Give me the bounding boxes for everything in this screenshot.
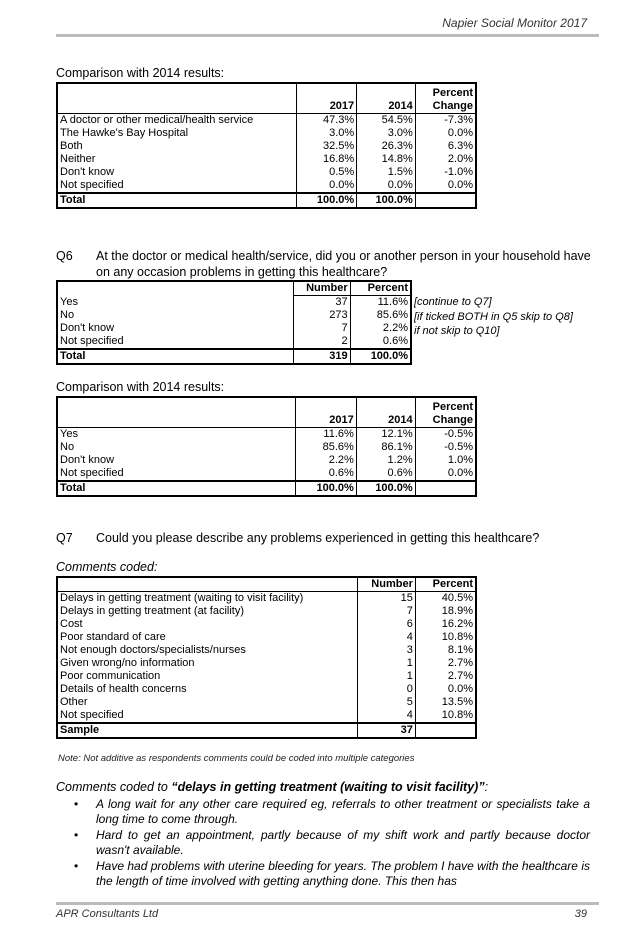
header-blank <box>57 397 295 427</box>
header-percent-change: Percent Change <box>415 83 476 113</box>
header-2014: 2014 <box>356 397 415 427</box>
table-row <box>57 309 411 322</box>
total-percent: 100.0% <box>350 349 411 364</box>
row-label: Not specified <box>57 179 296 193</box>
row-change: 0.0% <box>415 179 476 193</box>
header-divider <box>56 34 599 37</box>
row-percent: 18.9% <box>415 605 476 618</box>
table-row <box>57 322 411 335</box>
row-label: A doctor or other medical/health service <box>57 113 296 127</box>
table-row <box>57 113 476 127</box>
row-2014: 1.2% <box>356 454 415 467</box>
table-row <box>57 127 476 140</box>
row-percent: 40.5% <box>415 592 476 606</box>
row-2017: 0.6% <box>295 467 356 481</box>
row-number: 3 <box>358 644 416 657</box>
comment-item <box>56 828 590 858</box>
table-row <box>57 296 411 310</box>
row-percent: 2.7% <box>415 657 476 670</box>
header-2017: 2017 <box>295 397 356 427</box>
row-label: Details of health concerns <box>57 683 358 696</box>
row-2014: 1.5% <box>357 166 416 179</box>
header-percent: Percent <box>350 281 411 296</box>
table-row <box>57 467 476 481</box>
row-change: -7.3% <box>415 113 476 127</box>
row-label: Given wrong/no information <box>57 657 358 670</box>
row-number: 6 <box>358 618 416 631</box>
total-change-blank <box>415 193 476 208</box>
comment-item <box>56 859 590 889</box>
row-percent: 85.6% <box>350 309 411 322</box>
row-label: Poor standard of care <box>57 631 358 644</box>
row-percent: 10.8% <box>415 631 476 644</box>
row-label: No <box>57 309 293 322</box>
table-row <box>57 709 476 723</box>
table-row <box>57 179 476 193</box>
row-change: 1.0% <box>415 454 476 467</box>
comments-intro: Comments coded to “delays in getting treatment (waiting to visit facility)”: <box>56 780 489 794</box>
row-2014: 12.1% <box>356 427 415 441</box>
row-label: Not specified <box>57 709 358 723</box>
bullet-icon: • <box>74 828 79 842</box>
comment-item <box>56 797 590 827</box>
total-number: 319 <box>293 349 350 364</box>
table-row <box>57 605 476 618</box>
table-row <box>57 454 476 467</box>
bullet-icon: • <box>74 797 79 811</box>
header-2014: 2014 <box>357 83 416 113</box>
row-label: Delays in getting treatment (at facility) <box>57 605 358 618</box>
row-label: Yes <box>57 427 295 441</box>
row-2014: 0.6% <box>356 467 415 481</box>
header-percent: Percent <box>415 577 476 592</box>
total-2014: 100.0% <box>356 481 415 496</box>
row-number: 7 <box>358 605 416 618</box>
table-row <box>57 166 476 179</box>
page-header-title: Napier Social Monitor 2017 <box>442 16 587 30</box>
row-number: 4 <box>358 631 416 644</box>
row-percent: 2.2% <box>350 322 411 335</box>
table-row <box>57 657 476 670</box>
table-row <box>57 592 476 606</box>
row-number: 1 <box>358 657 416 670</box>
table2-caption: Comparison with 2014 results: <box>56 380 225 394</box>
header-2017: 2017 <box>296 83 357 113</box>
row-label: Neither <box>57 153 296 166</box>
footer-page-number: 39 <box>574 908 587 920</box>
row-label: Other <box>57 696 358 709</box>
row-2017: 16.8% <box>296 153 357 166</box>
table-row <box>57 140 476 153</box>
table-row <box>57 696 476 709</box>
q6-table <box>56 280 412 365</box>
table1-caption: Comparison with 2014 results: <box>56 66 225 80</box>
row-2017: 11.6% <box>295 427 356 441</box>
row-percent: 2.7% <box>415 670 476 683</box>
routing-note: [continue to Q7] <box>414 296 492 308</box>
header-number: Number <box>293 281 350 296</box>
footer-divider <box>56 902 599 905</box>
row-change: 0.0% <box>415 127 476 140</box>
comparison-table-2014-b <box>56 396 477 497</box>
row-percent: 13.5% <box>415 696 476 709</box>
row-number: 5 <box>358 696 416 709</box>
row-2014: 26.3% <box>357 140 416 153</box>
row-change: -1.0% <box>415 166 476 179</box>
row-2017: 3.0% <box>296 127 357 140</box>
row-percent: 16.2% <box>415 618 476 631</box>
row-percent: 0.0% <box>415 683 476 696</box>
row-label: Delays in getting treatment (waiting to visit facility) <box>57 592 358 606</box>
table-row <box>57 441 476 454</box>
row-number: 37 <box>293 296 350 310</box>
q7-number: Q7 <box>56 531 73 545</box>
routing-note: if not skip to Q10] <box>414 325 500 337</box>
header-blank <box>57 281 293 296</box>
row-percent: 11.6% <box>350 296 411 310</box>
comments-list <box>56 797 590 890</box>
total-2014: 100.0% <box>357 193 416 208</box>
routing-note <box>414 339 573 354</box>
total-2017: 100.0% <box>296 193 357 208</box>
sample-label: Sample <box>57 723 358 738</box>
comment-text: Hard to get an appointment, partly because of my shift work and partly because doctor wasn't available. <box>96 828 590 857</box>
row-label: Not specified <box>57 335 293 349</box>
row-2017: 47.3% <box>296 113 357 127</box>
row-number: 273 <box>293 309 350 322</box>
comment-text: A long wait for any other care required eg, referrals to other treatment or specialists take a long time to come through. <box>96 797 590 826</box>
total-label: Total <box>57 349 293 364</box>
row-label: Not enough doctors/specialists/nurses <box>57 644 358 657</box>
row-number: 2 <box>293 335 350 349</box>
row-2017: 2.2% <box>295 454 356 467</box>
sample-number: 37 <box>358 723 416 738</box>
row-label: Cost <box>57 618 358 631</box>
row-change: 0.0% <box>415 467 476 481</box>
q6-number: Q6 <box>56 249 73 263</box>
row-2017: 85.6% <box>295 441 356 454</box>
q7-note: Note: Not additive as respondents comments could be coded into multiple categories <box>58 753 415 764</box>
row-label: Don't know <box>57 166 296 179</box>
row-label: Both <box>57 140 296 153</box>
table-row <box>57 670 476 683</box>
footer-company: APR Consultants Ltd <box>56 908 159 920</box>
q7-question: Could you please describe any problems experienced in getting this healthcare? <box>96 531 540 545</box>
row-label: Not specified <box>57 467 295 481</box>
q6-routing-notes <box>414 295 573 353</box>
row-2014: 54.5% <box>357 113 416 127</box>
comment-text: Have had problems with uterine bleeding for years. The problem I have with the healthcare is the length of time involved with getting anything done. This then has <box>96 859 590 888</box>
table-row <box>57 644 476 657</box>
total-change-blank <box>415 481 476 496</box>
total-label: Total <box>57 481 295 496</box>
q7-table <box>56 576 477 739</box>
table-row <box>57 631 476 644</box>
row-percent: 0.6% <box>350 335 411 349</box>
row-label: Poor communication <box>57 670 358 683</box>
row-2014: 14.8% <box>357 153 416 166</box>
row-2014: 0.0% <box>357 179 416 193</box>
row-percent: 8.1% <box>415 644 476 657</box>
row-change: 2.0% <box>415 153 476 166</box>
row-2014: 86.1% <box>356 441 415 454</box>
row-number: 4 <box>358 709 416 723</box>
header-blank <box>57 577 358 592</box>
header-percent-change: Percent Change <box>415 397 476 427</box>
routing-note: [if ticked BOTH in Q5 skip to Q8] <box>414 310 573 323</box>
row-label: Don't know <box>57 454 295 467</box>
total-2017: 100.0% <box>295 481 356 496</box>
header-blank <box>57 83 296 113</box>
row-label: The Hawke's Bay Hospital <box>57 127 296 140</box>
row-change: -0.5% <box>415 441 476 454</box>
row-2017: 0.5% <box>296 166 357 179</box>
row-label: Yes <box>57 296 293 310</box>
sample-percent-blank <box>415 723 476 738</box>
table-row <box>57 335 411 349</box>
q7-caption: Comments coded: <box>56 560 158 574</box>
table-row <box>57 427 476 441</box>
table-row <box>57 153 476 166</box>
table-row <box>57 683 476 696</box>
row-number: 0 <box>358 683 416 696</box>
row-2017: 0.0% <box>296 179 357 193</box>
row-change: 6.3% <box>415 140 476 153</box>
row-label: No <box>57 441 295 454</box>
row-percent: 10.8% <box>415 709 476 723</box>
total-label: Total <box>57 193 296 208</box>
row-label: Don't know <box>57 322 293 335</box>
table-row <box>57 618 476 631</box>
comparison-table-2014-a <box>56 82 477 209</box>
q6-question: At the doctor or medical health/service, did you or another person in your household have on any occasion problems in getting this healthcare? <box>96 249 591 279</box>
bullet-icon: • <box>74 859 79 873</box>
row-2014: 3.0% <box>357 127 416 140</box>
row-2017: 32.5% <box>296 140 357 153</box>
row-number: 1 <box>358 670 416 683</box>
row-number: 15 <box>358 592 416 606</box>
header-number: Number <box>358 577 416 592</box>
row-number: 7 <box>293 322 350 335</box>
row-change: -0.5% <box>415 427 476 441</box>
